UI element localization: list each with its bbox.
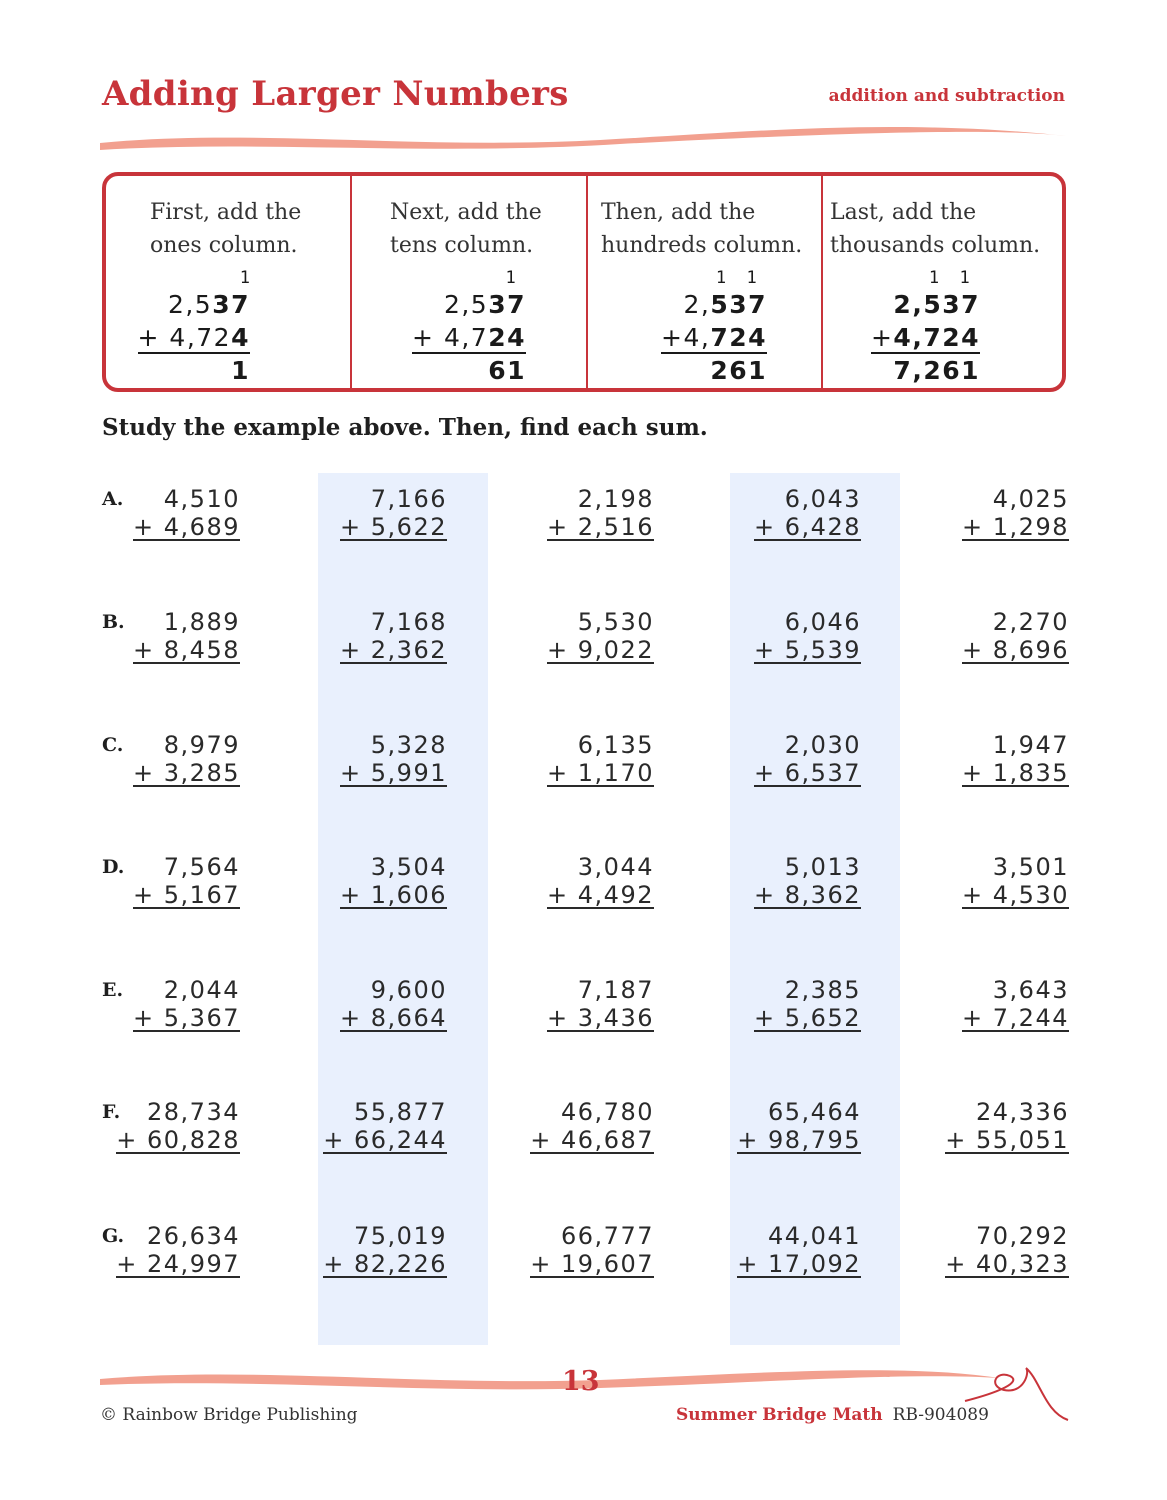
addition-problem[interactable] xyxy=(754,976,861,1032)
example-step-ones xyxy=(106,176,352,388)
addition-problem[interactable] xyxy=(962,608,1069,664)
example-answer: 261 xyxy=(710,356,767,385)
addend-top: 5,328 xyxy=(370,731,447,759)
addition-problem[interactable] xyxy=(547,853,654,909)
row-label: A. xyxy=(102,488,124,510)
addend-bottom: + 46,687 xyxy=(530,1126,654,1154)
step-line: ones column. xyxy=(150,233,298,258)
bottom-number-plain: + 4,72 xyxy=(137,323,232,352)
addend-top: 44,041 xyxy=(768,1222,861,1250)
example-problem xyxy=(412,268,526,387)
addend-bottom: + 40,323 xyxy=(945,1250,1069,1278)
step-line: Last, add the xyxy=(830,200,977,225)
bottom-number-bold: 24 xyxy=(488,323,526,352)
bottom-number-bold: 4,724 xyxy=(893,323,980,352)
addition-problem[interactable] xyxy=(133,976,240,1032)
addend-bottom: + 7,244 xyxy=(962,1004,1069,1032)
addend-top: 65,464 xyxy=(768,1098,861,1126)
addend-top: 3,504 xyxy=(370,853,447,881)
addend-bottom: + 3,285 xyxy=(133,759,240,787)
example-answer: 61 xyxy=(488,356,526,385)
example-step-thousands xyxy=(823,176,1062,388)
step-line: thousands column. xyxy=(830,233,1041,258)
addend-bottom: + 55,051 xyxy=(945,1126,1069,1154)
bottom-number-bold: 724 xyxy=(710,323,767,352)
addend-top: 6,135 xyxy=(577,731,654,759)
example-answer: 7,261 xyxy=(893,356,980,385)
addend-top: 2,385 xyxy=(784,976,861,1004)
addition-problem[interactable] xyxy=(547,976,654,1032)
addend-top: 7,168 xyxy=(370,608,447,636)
top-wave xyxy=(100,127,1066,150)
page-number: 13 xyxy=(562,1366,600,1397)
addend-bottom: + 2,362 xyxy=(340,636,447,664)
addition-problem[interactable] xyxy=(133,853,240,909)
addend-top: 3,643 xyxy=(992,976,1069,1004)
addend-bottom: + 1,606 xyxy=(340,881,447,909)
instructions: Study the example above. Then, find each sum. xyxy=(102,414,708,441)
carry-digits: 1 1 xyxy=(705,268,767,288)
addition-problem[interactable] xyxy=(133,485,240,541)
example-problem xyxy=(661,268,767,387)
addend-bottom: + 1,298 xyxy=(962,513,1069,541)
addend-top: 4,510 xyxy=(163,485,240,513)
addend-top: 3,501 xyxy=(992,853,1069,881)
addend-top: 26,634 xyxy=(147,1222,240,1250)
addend-bottom: + 4,689 xyxy=(133,513,240,541)
addend-bottom: + 1,835 xyxy=(962,759,1069,787)
addition-problem[interactable] xyxy=(962,853,1069,909)
addend-bottom: + 6,428 xyxy=(754,513,861,541)
top-number-bold: 37 xyxy=(488,290,526,319)
addend-bottom: + 8,458 xyxy=(133,636,240,664)
addition-problem[interactable] xyxy=(340,731,447,787)
book-info xyxy=(676,1405,989,1425)
addition-problem[interactable] xyxy=(737,1098,861,1154)
addend-bottom: + 8,696 xyxy=(962,636,1069,664)
addend-bottom: + 19,607 xyxy=(530,1250,654,1278)
addend-bottom: + 98,795 xyxy=(737,1126,861,1154)
addition-problem[interactable] xyxy=(340,976,447,1032)
addend-top: 9,600 xyxy=(370,976,447,1004)
bottom-number-bold: 4 xyxy=(231,323,250,352)
addend-bottom: + 8,664 xyxy=(340,1004,447,1032)
addition-problem[interactable] xyxy=(547,485,654,541)
addend-top: 2,044 xyxy=(163,976,240,1004)
addition-problem[interactable] xyxy=(340,608,447,664)
row-label: G. xyxy=(102,1225,125,1247)
addend-bottom: + 5,539 xyxy=(754,636,861,664)
book-code: RB-904089 xyxy=(892,1405,989,1425)
addend-bottom: + 17,092 xyxy=(737,1250,861,1278)
example-problem xyxy=(871,268,980,387)
addend-top: 46,780 xyxy=(561,1098,654,1126)
column-stripe xyxy=(318,473,488,1345)
addition-problem[interactable] xyxy=(133,731,240,787)
step-line: tens column. xyxy=(390,233,534,258)
addend-top: 7,187 xyxy=(577,976,654,1004)
addition-problem[interactable] xyxy=(116,1098,240,1154)
bottom-number-plain: +4, xyxy=(661,323,711,352)
addition-problem[interactable] xyxy=(547,731,654,787)
addend-bottom: + 24,997 xyxy=(116,1250,240,1278)
row-label: C. xyxy=(102,734,124,756)
addition-problem[interactable] xyxy=(754,608,861,664)
addend-top: 2,030 xyxy=(784,731,861,759)
bottom-wave xyxy=(100,1370,1000,1389)
column-stripe xyxy=(730,473,900,1345)
row-label: D. xyxy=(102,856,125,878)
addend-top: 66,777 xyxy=(561,1222,654,1250)
example-box xyxy=(102,172,1066,392)
addition-problem[interactable] xyxy=(945,1222,1069,1278)
addend-bottom: + 82,226 xyxy=(323,1250,447,1278)
addition-problem[interactable] xyxy=(754,485,861,541)
addend-bottom: + 4,530 xyxy=(962,881,1069,909)
addend-bottom: + 6,537 xyxy=(754,759,861,787)
page-title: Adding Larger Numbers xyxy=(102,74,569,114)
addend-bottom: + 5,991 xyxy=(340,759,447,787)
addend-bottom: + 4,492 xyxy=(547,881,654,909)
addend-top: 55,877 xyxy=(354,1098,447,1126)
addend-top: 28,734 xyxy=(147,1098,240,1126)
bottom-number-plain: + 4,7 xyxy=(412,323,489,352)
bottom-number-plain: + xyxy=(870,323,894,352)
addend-bottom: + 8,362 xyxy=(754,881,861,909)
step-line: hundreds column. xyxy=(601,233,803,258)
row-label: F. xyxy=(102,1101,121,1123)
row-label: E. xyxy=(102,979,124,1001)
copyright: © Rainbow Bridge Publishing xyxy=(100,1405,358,1425)
addend-top: 2,198 xyxy=(577,485,654,513)
addend-top: 2,270 xyxy=(992,608,1069,636)
addition-problem[interactable] xyxy=(945,1098,1069,1154)
row-label: B. xyxy=(102,611,125,633)
addition-problem[interactable] xyxy=(340,853,447,909)
top-number-bold: 2,537 xyxy=(893,290,980,319)
addend-top: 7,166 xyxy=(370,485,447,513)
addend-top: 70,292 xyxy=(976,1222,1069,1250)
addend-top: 75,019 xyxy=(354,1222,447,1250)
addend-bottom: + 2,516 xyxy=(547,513,654,541)
addition-problem[interactable] xyxy=(133,608,240,664)
step-line: Next, add the xyxy=(390,200,542,225)
addend-top: 6,043 xyxy=(784,485,861,513)
addition-problem[interactable] xyxy=(962,976,1069,1032)
addend-bottom: + 9,022 xyxy=(547,636,654,664)
addend-bottom: + 66,244 xyxy=(323,1126,447,1154)
addend-bottom: + 5,367 xyxy=(133,1004,240,1032)
addend-bottom: + 5,652 xyxy=(754,1004,861,1032)
step-line: First, add the xyxy=(150,200,302,225)
addition-problem[interactable] xyxy=(754,853,861,909)
addend-top: 3,044 xyxy=(577,853,654,881)
addend-top: 5,013 xyxy=(784,853,861,881)
addend-bottom: + 5,622 xyxy=(340,513,447,541)
addition-problem[interactable] xyxy=(340,485,447,541)
subject-heading: addition and subtraction xyxy=(828,86,1065,106)
addend-top: 5,530 xyxy=(577,608,654,636)
addend-bottom: + 5,167 xyxy=(133,881,240,909)
addition-problem[interactable] xyxy=(754,731,861,787)
addend-top: 8,979 xyxy=(163,731,240,759)
addition-problem[interactable] xyxy=(116,1222,240,1278)
addition-problem[interactable] xyxy=(323,1222,447,1278)
carry-digits: 1 xyxy=(474,268,526,288)
carry-digits: 1 xyxy=(198,268,250,288)
addition-problem[interactable] xyxy=(962,485,1069,541)
addend-bottom: + 3,436 xyxy=(547,1004,654,1032)
addition-problem[interactable] xyxy=(530,1222,654,1278)
top-number-plain: 2,5 xyxy=(167,290,213,319)
carry-digits: 1 1 xyxy=(918,268,980,288)
example-step-tens xyxy=(352,176,588,388)
addend-top: 6,046 xyxy=(784,608,861,636)
addend-bottom: + 60,828 xyxy=(116,1126,240,1154)
step-line: Then, add the xyxy=(601,200,756,225)
book-title: Summer Bridge Math xyxy=(676,1405,883,1425)
addend-top: 1,889 xyxy=(163,608,240,636)
addition-problem[interactable] xyxy=(737,1222,861,1278)
top-number-plain: 2, xyxy=(683,290,711,319)
addition-problem[interactable] xyxy=(547,608,654,664)
example-step-hundreds xyxy=(588,176,823,388)
top-number-bold: 537 xyxy=(710,290,767,319)
addition-problem[interactable] xyxy=(962,731,1069,787)
addend-top: 24,336 xyxy=(976,1098,1069,1126)
addition-problem[interactable] xyxy=(530,1098,654,1154)
top-number-plain: 2,5 xyxy=(443,290,489,319)
addend-top: 7,564 xyxy=(163,853,240,881)
example-problem xyxy=(138,268,250,387)
example-answer: 1 xyxy=(231,356,250,385)
addend-top: 4,025 xyxy=(992,485,1069,513)
addition-problem[interactable] xyxy=(323,1098,447,1154)
addend-bottom: + 1,170 xyxy=(547,759,654,787)
top-number-bold: 37 xyxy=(212,290,250,319)
addend-top: 1,947 xyxy=(992,731,1069,759)
